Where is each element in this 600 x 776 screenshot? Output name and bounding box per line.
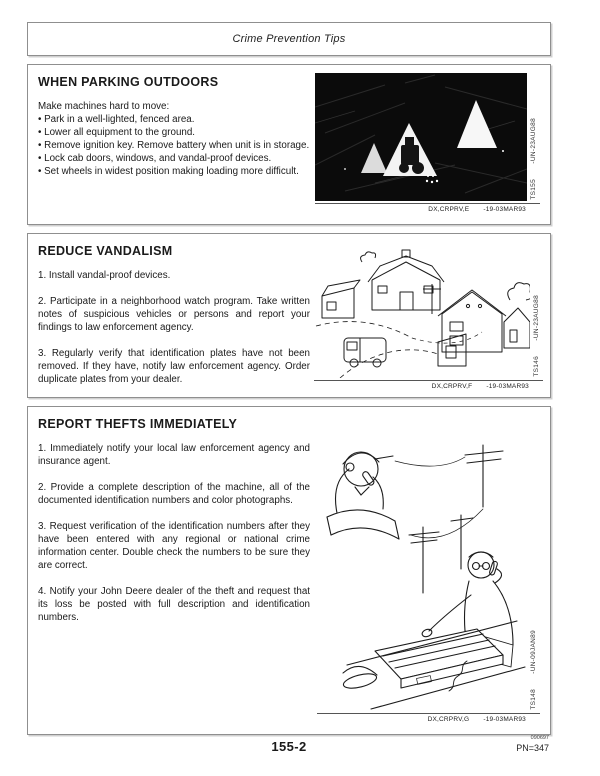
figure-night-parking [315,73,540,216]
body-paragraph: 3. Request verification of the identification numbers after they have been entered with any regional or national crime information center. Double check the numbers to be sure they are correct. [38,521,310,571]
pn-code: PN=347 [516,742,549,753]
figure-caption-date: -19-03MAR93 [486,383,529,390]
figure-report-theft-row [317,415,540,711]
figure-ts-code: TS155 [530,179,537,200]
night-parking-photo-illustration [315,73,527,201]
figure-side-codes [530,242,543,378]
figure-caption-code: DX,CRPRV,F [431,383,473,390]
footer-print-block [516,736,549,753]
bullet-item: • Remove ignition key. Remove battery when unit is in storage. [38,140,310,151]
figure-night-parking-row [315,73,540,201]
figure-report-theft [317,415,540,726]
section-1-title: WHEN PARKING OUTDOORS [38,75,219,89]
section-2-text-column [38,242,314,389]
section-3-title: REPORT THEFTS IMMEDIATELY [38,417,238,431]
body-paragraph: 3. Regularly verify that identification plates have not been removed. If they have, notify law enforcement agency. Order duplicate plates from your dealer. [38,348,310,385]
section-3-text-column [38,415,314,726]
print-code: 090697 [530,735,549,741]
figure-ts-code: TS148 [530,689,537,710]
figure-caption [315,203,540,213]
figure-caption-code: DX,CRPRV,G [427,716,470,723]
figure-un-code: -UN-23AUG88 [533,294,540,341]
page-header-title: Crime Prevention Tips [232,33,346,45]
page-header-box [27,22,551,56]
section-reduce-vandalism [27,233,551,398]
figure-un-code: -UN-09JAN89 [530,629,537,674]
section-report-thefts [27,406,551,735]
bullet-item: • Park in a well-lighted, fenced area. [38,114,195,125]
section-1-text-column [38,73,314,216]
section-when-parking-outdoors [27,64,551,225]
figure-caption-date: -19-03MAR93 [483,206,526,213]
bullet-item: • Lock cab doors, windows, and vandal-proof devices. [38,153,272,164]
figure-caption-code: DX,CRPRV,E [428,206,470,213]
body-paragraph: 1. Immediately notify your local law enforcement agency and insurance agent. [38,443,310,467]
figure-caption [317,713,540,723]
figure-un-code: -UN-23AUG88 [530,117,537,164]
figure-caption [314,380,543,390]
figure-side-codes [527,415,540,711]
bullet-item: • Set wheels in widest position making loading more difficult. [38,166,299,177]
body-paragraph: 2. Provide a complete description of the machine, all of the documented identification numbers and color photographs. [38,482,310,506]
neighborhood-line-drawing [314,242,530,378]
figure-caption-date: -19-03MAR93 [483,716,526,723]
figure-neighborhood-watch [314,242,543,389]
figure-side-codes [527,73,540,201]
body-paragraph: 4. Notify your John Deere dealer of the theft and request that its loss be posted with full description and identification numbers. [38,586,310,623]
figure-neighborhood-row [314,242,543,378]
body-paragraph: 1. Install vandal-proof devices. [38,270,171,281]
page-number: 155-2 [271,739,307,754]
phone-report-line-drawing [317,415,527,711]
section-2-title: REDUCE VANDALISM [38,244,173,258]
section-1-intro: Make machines hard to move: [38,101,170,112]
bullet-item: • Lower all equipment to the ground. [38,127,196,138]
body-paragraph: 2. Participate in a neighborhood watch program. Take written notes of suspicious vehicles or persons and report your findings to law enforcement agency. [38,296,310,333]
figure-ts-code: TS146 [533,356,540,377]
